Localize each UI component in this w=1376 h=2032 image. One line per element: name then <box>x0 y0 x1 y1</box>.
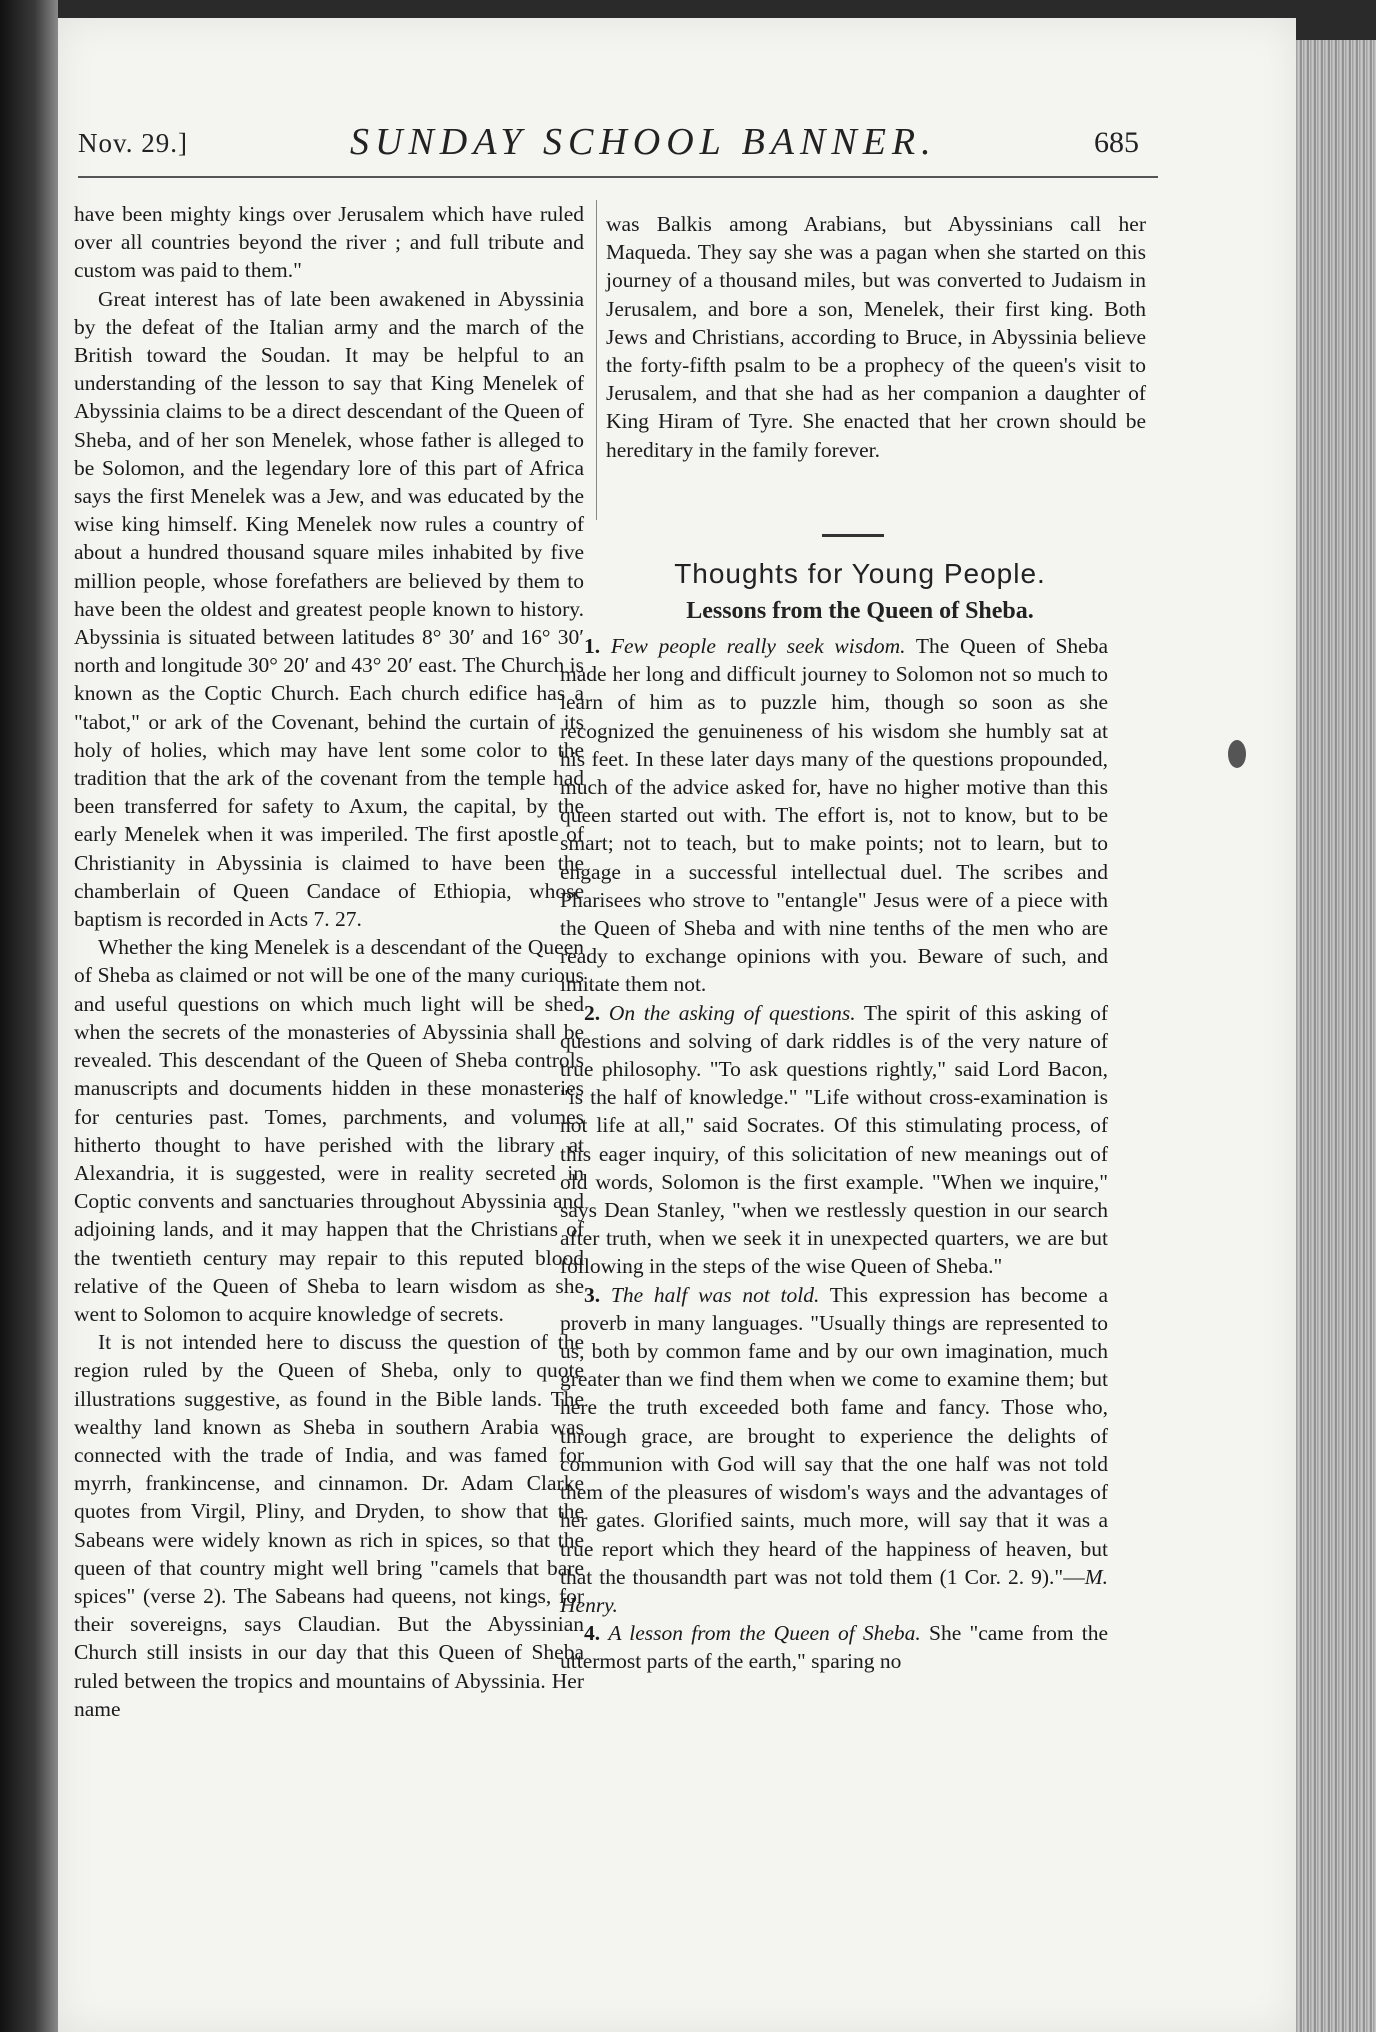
point-heading: A lesson from the Queen of Sheba. <box>608 1621 921 1646</box>
right-column-top <box>606 210 1146 464</box>
point-heading: The half was not told. <box>610 1282 820 1307</box>
paragraph: was Balkis among Arabians, but Abyssinians call her Maqueda. They say she was a pagan when she started on this journey of a thousand miles, but was converted to Judaism in Jerusalem, and bore a son, Menelek, their first king. Both Jews and Christians, according to Bruce, in Abyssinia believe the forty-fifth psalm to be a prophecy of the queen's visit to Jerusalem, and that she had as her companion a daughter of King Hiram of Tyre. She enacted that her crown should be hereditary in the family forever. <box>606 212 1146 462</box>
header-date: Nov. 29.] <box>78 128 188 158</box>
ink-blot <box>1228 740 1246 768</box>
paragraph: Whether the king Menelek is a descendant of the Queen of Sheba as claimed or not will be one of the many curious and useful questions on which much light will be shed when the secrets of the monasteries of Abyssinia shall be revealed. This descendant of the Queen of Sheba controls manuscripts and documents hidden in these monasteries for centuries past. Tomes, parchments, and volumes hitherto thought to have perished with the library at Alexandria, it is suggested, were in reality secreted in Coptic convents and sanctuaries throughout Abyssinia and adjoining lands, and it may happen that the Christians of the twentieth century may repair to this reputed blood relative of the Queen of Sheba to learn wisdom as she went to Solomon to acquire knowledge of secrets. <box>74 935 584 1326</box>
left-column <box>74 200 584 1723</box>
running-header <box>78 112 1158 172</box>
header-rule <box>78 176 1158 178</box>
numbered-point: 3. The half was not told. This expression has become a proverb in many languages. "Usually things are represented to us, both by common fame and by our own imagination, much greater than we find them when we come to examine them; but here the truth exceeded both fame and fancy. Those who, through grace, are brought to experience the delights of communion with God will say that the one half was not told them of the pleasures of wisdom's ways and the advantages of her gates. Glorified saints, much more, will say that it was a true report which they heard of the happiness of heaven, but that the thousandth part was not told them (1 Cor. 2. 9)."—M. Henry. <box>560 1282 1109 1617</box>
point-heading: Few people really seek wisdom. <box>610 634 906 658</box>
numbered-point: 1. Few people really seek wisdom. The Queen of Sheba made her long and difficult journey to Solomon not so much to learn of him as to puzzle him, though so soon as she recognized the genuineness of his wisdom she humbly sat at his feet. In these later days many of the questions propounded, much of the advice asked for, have no higher motive than this queen started out with. The effort is, not to know, but to be smart; not to teach, but to make points; not to learn, but to engage in a successful intellectual duel. The scribes and Pharisees who strove to "entangle" Jesus were of a piece with the Queen of Sheba and with nine tenths of the men who are ready to exchange opinions with you. Beware of such, and imitate them not. <box>560 634 1109 997</box>
paragraph: It is not intended here to discuss the question of the region ruled by the Queen of Sheba, only to quote illustrations suggestive, as found in the Bible lands. The wealthy land known as Sheba in southern Arabia was connected with the trade of India, and was famed for myrrh, frankincense, and cinnamon. Dr. Adam Clarke quotes from Virgil, Pliny, and Dryden, to show that the Sabeans were widely known as rich in spices, so that the queen of that country might well bring "camels that bare spices" (verse 2). The Sabeans had queens, not kings, for their sovereigns, says Claudian. But the Abyssinian Church still insists in our day that this Queen of Sheba ruled between the tropics and mountains of Abyssinia. Her name <box>74 1330 584 1721</box>
numbered-point: 4. A lesson from the Queen of Sheba. She "came from the uttermost parts of the earth," sparing no <box>560 1621 1109 1674</box>
book-page-edges <box>1296 40 1376 2032</box>
paragraph: have been mighty kings over Jerusalem which have ruled over all countries beyond the river ; and full tribute and custom was paid to them." <box>74 202 584 283</box>
page-number: 685 <box>1094 126 1139 159</box>
section-subtitle: Lessons from the Queen of Sheba. <box>686 598 1034 624</box>
header-title: SUNDAY SCHOOL BANNER. <box>350 121 937 163</box>
scan-binding-shadow <box>0 0 58 2032</box>
paragraph: Great interest has of late been awakened in Abyssinia by the defeat of the Italian army and the march of the British toward the Soudan. It may be helpful to an understanding of the lesson to say that King Menelek of Abyssinia claims to be a direct descendant of the Queen of Sheba, and of her son Menelek, whose father is alleged to be Solomon, and the legendary lore of this part of Africa says the first Menelek was a Jew, and was educated by the wise king himself. King Menelek now rules a country of about a hundred thousand square miles inhabited by five million people, whose forefathers are believed by them to have been the oldest and greatest people known to history. Abyssinia is situated between latitudes 8° 30′ and 16° 30′ north and longitude 30° 20′ and 43° 20′ east. The Church is known as the Coptic Church. Each church edifice has a "tabot," or ark of the Covenant, behind the curtain of its holy of holies, which may have lent some color to the tradition that the ark of the covenant from the temple had been transferred for safety to Axum, the capital, by the early Menelek when it was imperiled. The first apostle of Christianity in Abyssinia is claimed to have been the chamberlain of Queen Candace of Ethiopia, whose baptism is recorded in Acts 7. 27. <box>74 286 584 932</box>
column-divider <box>596 200 597 520</box>
section-title: Thoughts for Young People. <box>674 558 1046 589</box>
point-heading: On the asking of questions. <box>608 1000 856 1025</box>
numbered-point: 2. On the asking of questions. The spirit of this asking of questions and solving of dark riddles is of the very nature of true philosophy. "To ask questions rightly," said Lord Bacon, "is the half of knowledge." "Life without cross-examination is not life at all," said Socrates. Of this stimulating process, of this eager inquiry, of this solicitation of new meanings out of old words, Solomon is the first example. "When we inquire," says Dean Stanley, "when we restlessly question in our search after truth, when we seek it in unexpected quarters, we are but following in the steps of the wise Queen of Sheba." <box>560 1000 1108 1279</box>
attribution: M. Henry. <box>560 1564 1108 1617</box>
right-column <box>560 632 1108 1676</box>
section-separator <box>822 534 884 537</box>
